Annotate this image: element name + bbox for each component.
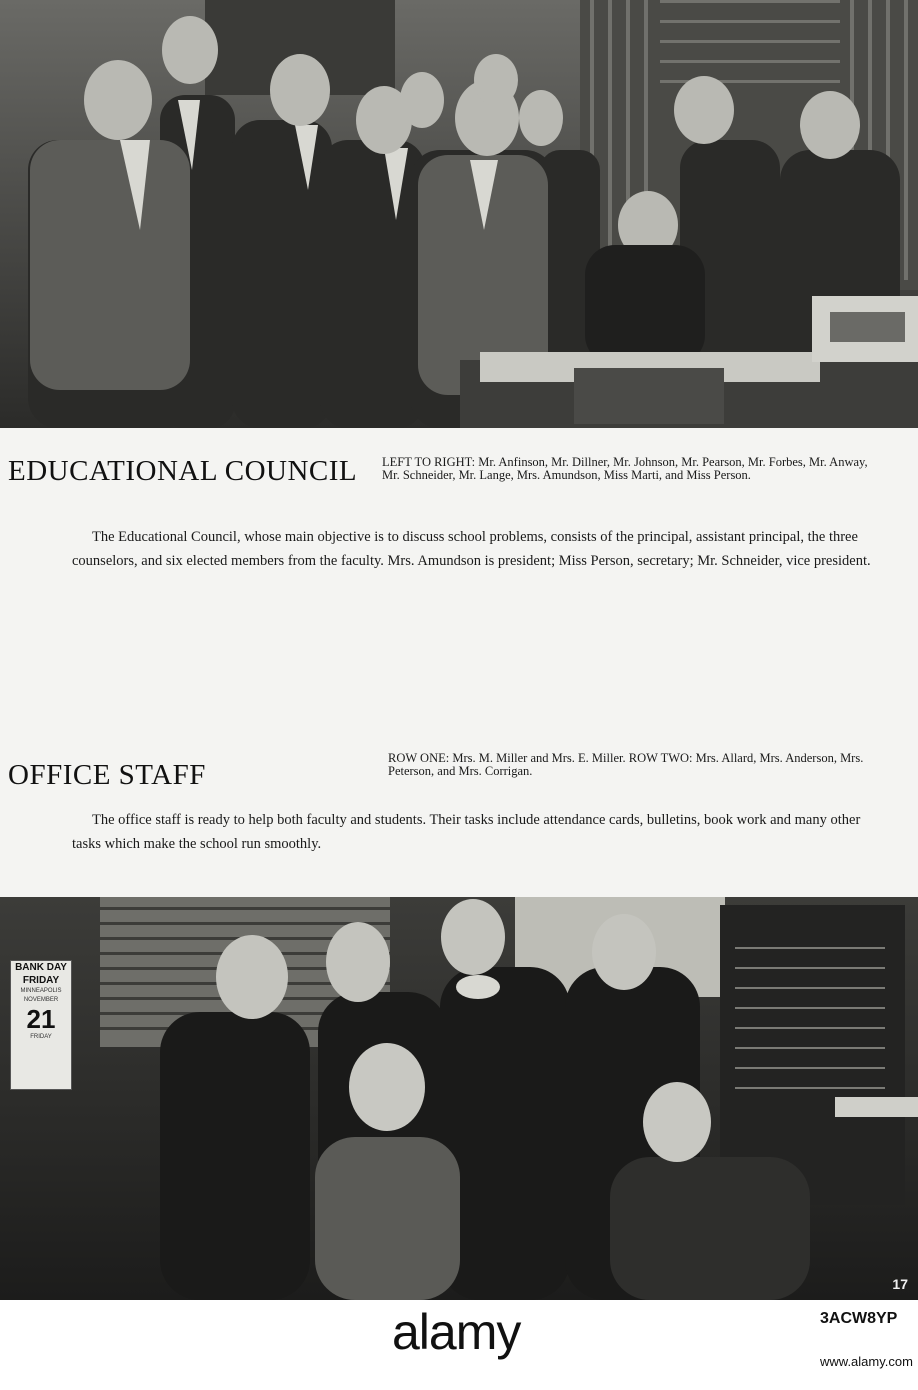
calendar-line1: BANK DAY (15, 962, 67, 973)
office-staff-photo (0, 897, 918, 1300)
page-number: 17 (892, 1276, 908, 1292)
office-staff-caption: ROW ONE: Mrs. M. Miller and Mrs. E. Miller. ROW TWO: Mrs. Allard, Mrs. Anderson, Mrs. Peterson, and Mrs. Corrigan. (388, 751, 864, 778)
alamy-logo: alamy (392, 1304, 521, 1360)
wall-calendar (10, 960, 72, 1090)
educational-council-caption: LEFT TO RIGHT: Mr. Anfinson, Mr. Dillner, Mr. Johnson, Mr. Pearson, Mr. Forbes, Mr. Anway, Mr. Schneider, Mr. Lange, Mrs. Amundson, Miss Marti, and Miss Person. (382, 455, 868, 482)
office-staff-heading: OFFICE STAFF (8, 759, 206, 791)
calendar-line2: FRIDAY (22, 975, 60, 986)
educational-council-photo (0, 0, 918, 428)
footer-url: www.alamy.com (820, 1354, 913, 1369)
calendar-city: MINNEAPOLIS (20, 988, 62, 994)
image-code: 3ACW8YP (820, 1310, 898, 1327)
calendar-month: NOVEMBER (23, 997, 59, 1003)
office-staff-description: The office staff is ready to help both faculty and students. Their tasks include attendance cards, bulletins, book work and many other tasks which make the school run smoothly. (72, 812, 861, 852)
calendar-weekday: FRIDAY (30, 1034, 52, 1040)
calendar-day: 21 (26, 1004, 56, 1034)
educational-council-photo-art (0, 0, 918, 428)
educational-council-heading: EDUCATIONAL COUNCIL (8, 455, 358, 487)
educational-council-description: The Educational Council, whose main objective is to discuss school problems, consists of the principal, assistant principal, the three counselors, and six elected members from the faculty. Mrs. Amundson is president; Miss Person, secretary; Mr. Schneider, vice president. (72, 529, 871, 569)
office-staff-photo-art (0, 897, 918, 1300)
